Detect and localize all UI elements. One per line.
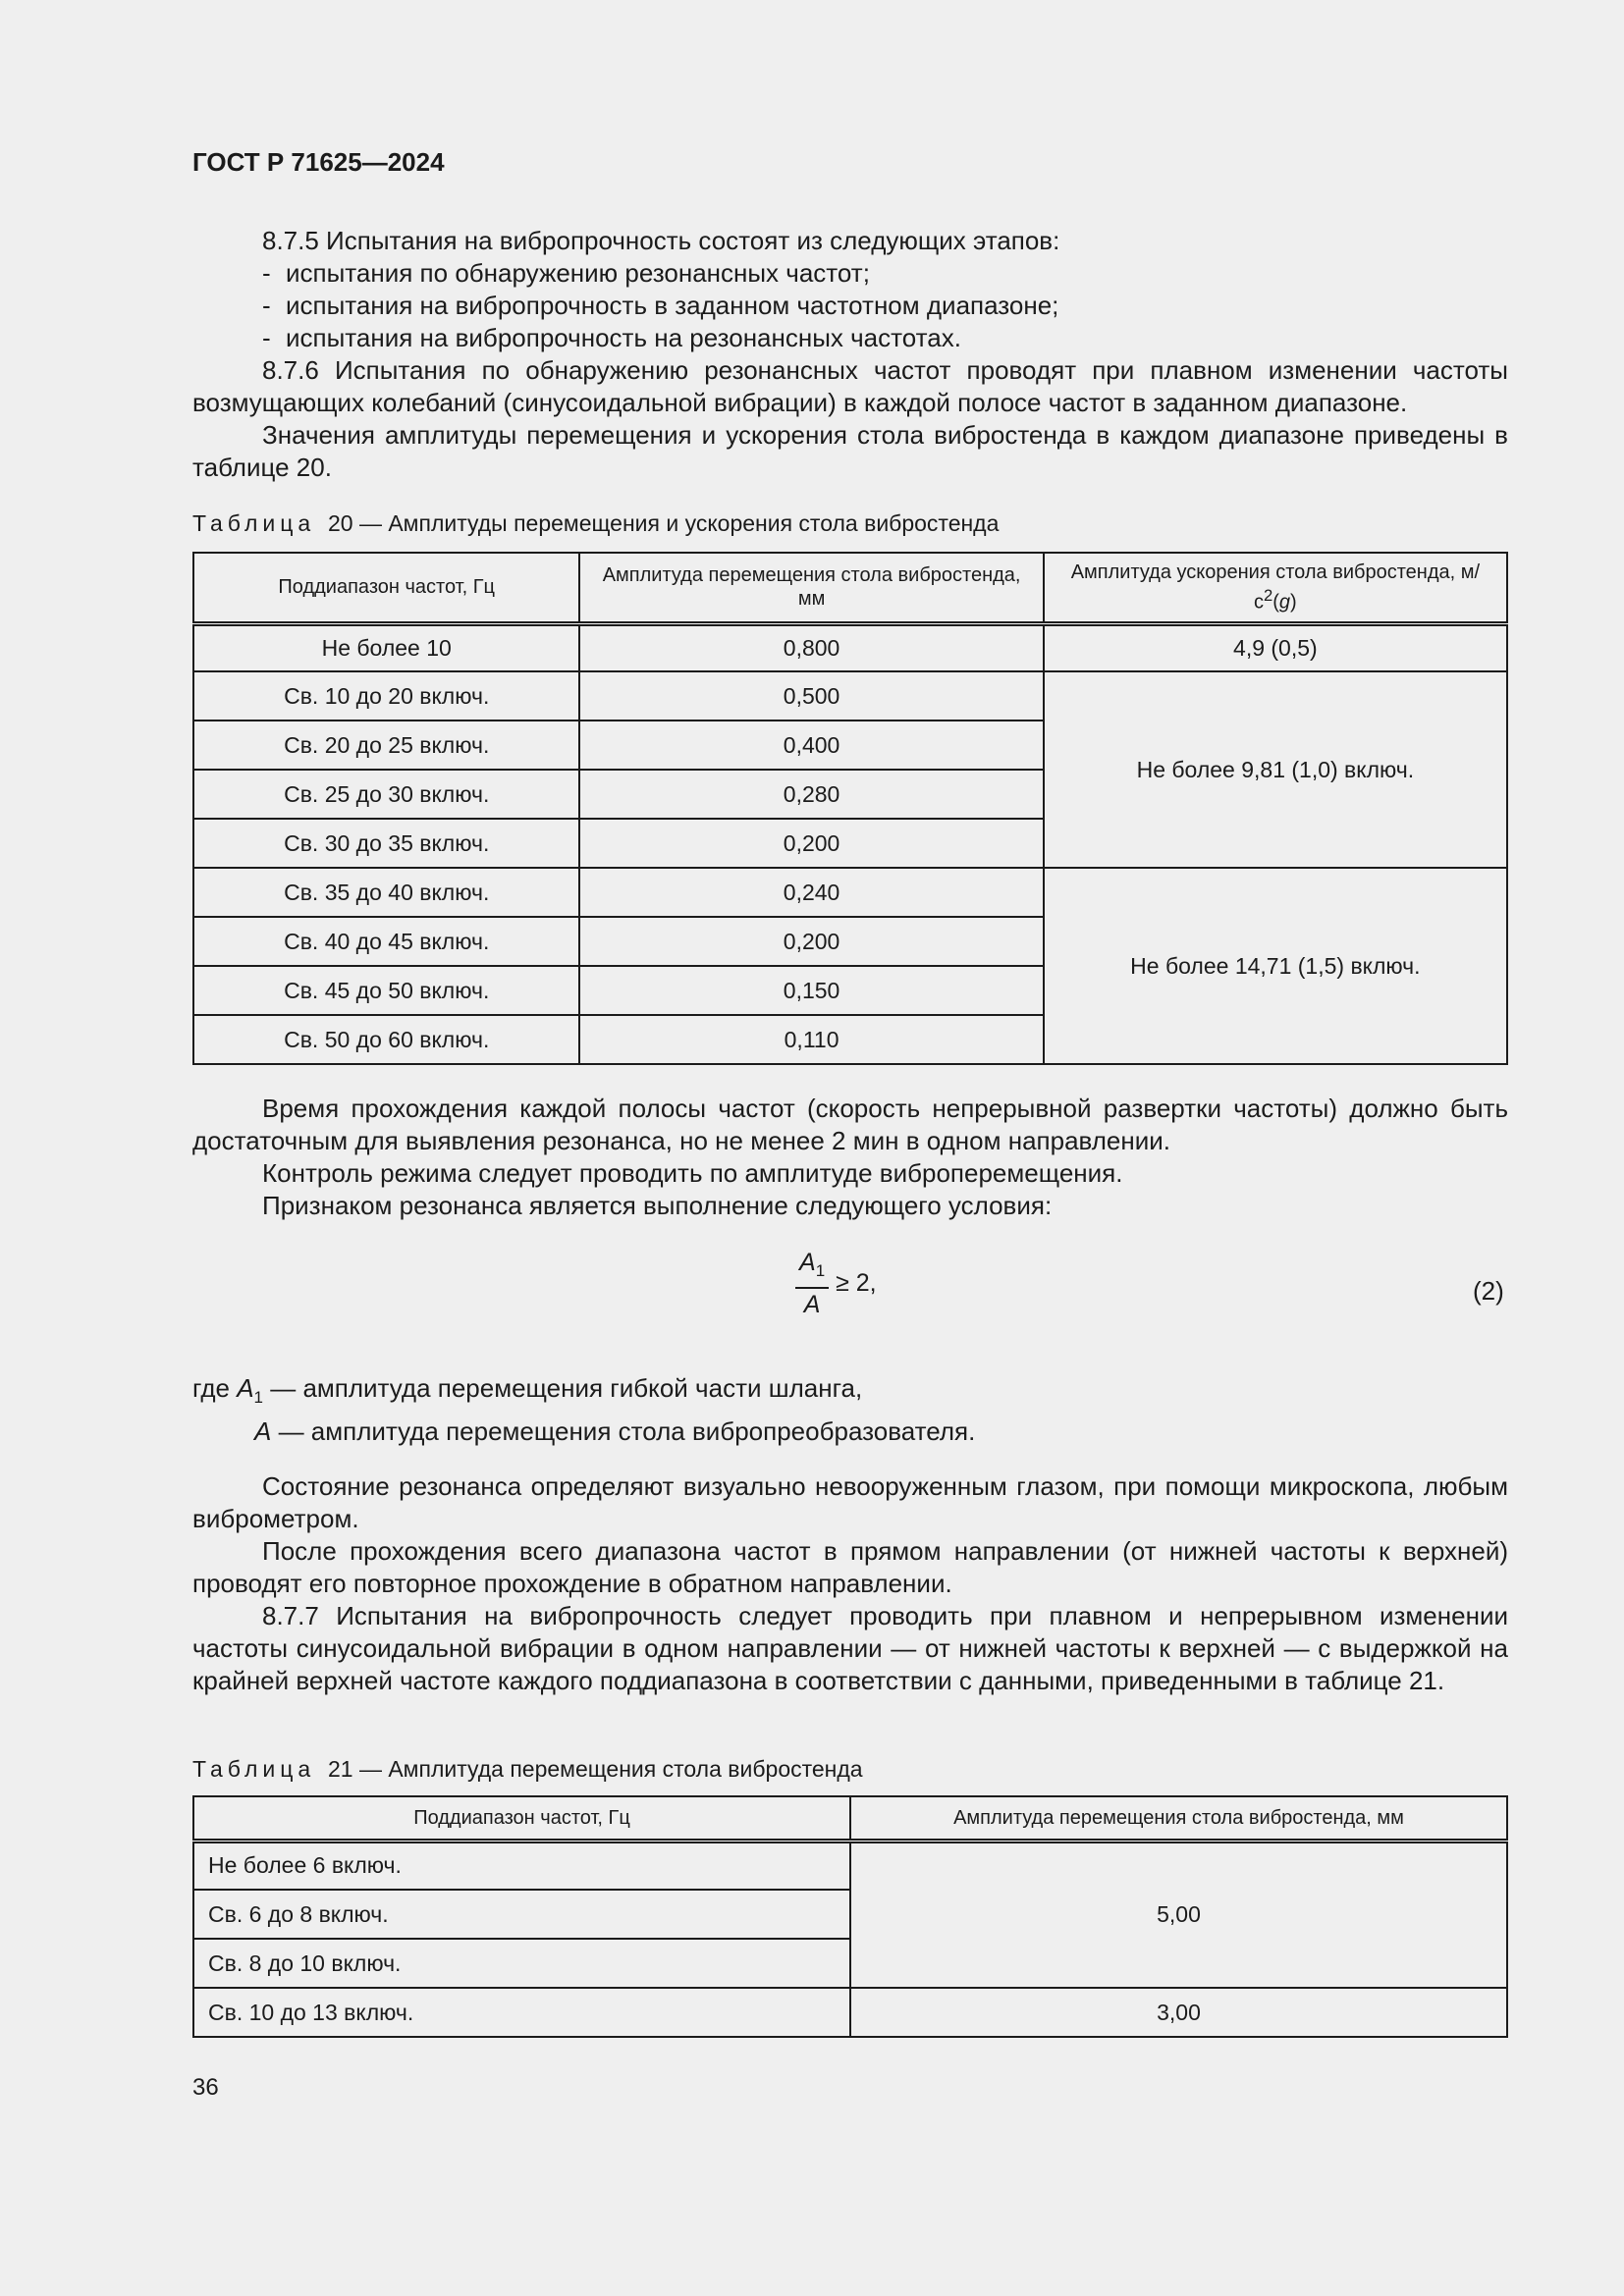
paragraph-sign: Признаком резонанса является выполнение следующего условия: <box>262 1191 1053 1220</box>
list-item: - испытания на вибропрочность в заданном частотном диапазоне; <box>262 291 1059 320</box>
table-row: Св. 8 до 10 включ. <box>193 1939 1507 1988</box>
formula-legend <box>192 1371 975 1448</box>
header-cell-range: Поддиапазон частот, Гц <box>193 1796 850 1841</box>
table-row: Св. 6 до 8 включ. <box>193 1890 1507 1939</box>
table-row: Св. 30 до 35 включ. 0,200 <box>193 819 1507 868</box>
table-20 <box>192 552 1508 1065</box>
middle-section <box>192 1093 1508 1222</box>
header-cell-range: Поддиапазон частот, Гц <box>193 553 579 623</box>
table-row: Не более 6 включ. 5,00 <box>193 1841 1507 1890</box>
paragraph-time: Время прохождения каждой полосы частот (скорость непрерывной развертки частоты) должно быть достаточным для выявления резонанса, но не менее 2 мин в одном направлении. <box>192 1094 1508 1155</box>
table-row: Не более 10 0,800 4,9 (0,5) <box>193 623 1507 671</box>
table-row: Св. 50 до 60 включ. 0,110 <box>193 1015 1507 1064</box>
paragraph-8-7-5: 8.7.5 Испытания на вибропрочность состоят из следующих этапов: <box>262 226 1060 255</box>
table-row: Св. 25 до 30 включ. 0,280 <box>193 770 1507 819</box>
list-item: - испытания по обнаружению резонансных частот; <box>262 258 870 288</box>
table-21-caption: Таблица 21 — Амплитуда перемещения стола вибростенда <box>192 1756 863 1782</box>
table-row: Св. 35 до 40 включ. 0,240 Не более 14,71 (1,5) включ. <box>193 868 1507 917</box>
table-row: Св. 20 до 25 включ. 0,400 <box>193 721 1507 770</box>
equation-number: (2) <box>1473 1276 1504 1306</box>
table-row: Св. 10 до 20 включ. 0,500 Не более 9,81 (1,0) включ. <box>193 671 1507 721</box>
paragraph-after: После прохождения всего диапазона частот в прямом направлении (от нижней частоты к верхней) проводят его повторное прохождение в обратном направлении. <box>192 1536 1508 1598</box>
after-section <box>192 1470 1508 1697</box>
table-20-caption: Таблица 20 — Амплитуды перемещения и ускорения стола вибростенда <box>192 510 1000 536</box>
table-row: Св. 40 до 45 включ. 0,200 <box>193 917 1507 966</box>
paragraph-values: Значения амплитуды перемещения и ускорения стола вибростенда в каждом диапазоне приведены в таблице 20. <box>192 420 1508 482</box>
legend-a1: где $A_1$ — амплитуда перемещения гибкой части шланга, <box>192 1373 863 1408</box>
table-row: Св. 10 до 13 включ. 3,00 <box>193 1988 1507 2037</box>
table-row: Св. 45 до 50 включ. 0,150 <box>193 966 1507 1015</box>
paragraph-8-7-6: 8.7.6 Испытания по обнаружению резонансных частот проводят при плавном изменении частоты возмущающих колебаний (синусоидальной вибрации) в каждой полосе частот в заданном диапазоне. <box>192 355 1508 417</box>
header-cell-displacement: Амплитуда перемещения стола вибростенда, мм <box>579 553 1043 623</box>
formula-2: $\frac{A_1}{A}$ ≥ 2, <box>795 1247 877 1320</box>
paragraph-state: Состояние резонанса определяют визуально невооруженным глазом, при помощи микроскопа, любым виброметром. <box>192 1471 1508 1533</box>
table-header-row <box>193 553 1507 623</box>
paragraph-8-7-7: 8.7.7 Испытания на вибропрочность следует проводить при плавном и непрерывном изменении частоты синусоидальной вибрации в одном направлении — от нижней частоты к верхней — с выдержкой на крайней верхней частоте каждого поддиапазона в соответствии с данными, приведенными в таблице 21. <box>192 1601 1508 1695</box>
paragraph-control: Контроль режима следует проводить по амплитуде виброперемещения. <box>262 1158 1123 1188</box>
table-21 <box>192 1795 1508 2038</box>
document-header: ГОСТ Р 71625—2024 <box>192 147 445 177</box>
table-header-row <box>193 1796 1507 1841</box>
legend-a: A — амплитуда перемещения стола вибропреобразователя. <box>254 1416 976 1447</box>
page-number: 36 <box>192 2074 219 2101</box>
header-cell-acceleration: Амплитуда ускорения стола вибростенда, $м/с^2(g)$ <box>1044 553 1507 623</box>
fraction: $\frac{A_1}{A}$ <box>795 1247 829 1320</box>
header-cell-displacement: Амплитуда перемещения стола вибростенда, мм <box>850 1796 1507 1841</box>
list-item: - испытания на вибропрочность на резонансных частотах. <box>262 323 961 352</box>
intro-section <box>192 225 1508 484</box>
